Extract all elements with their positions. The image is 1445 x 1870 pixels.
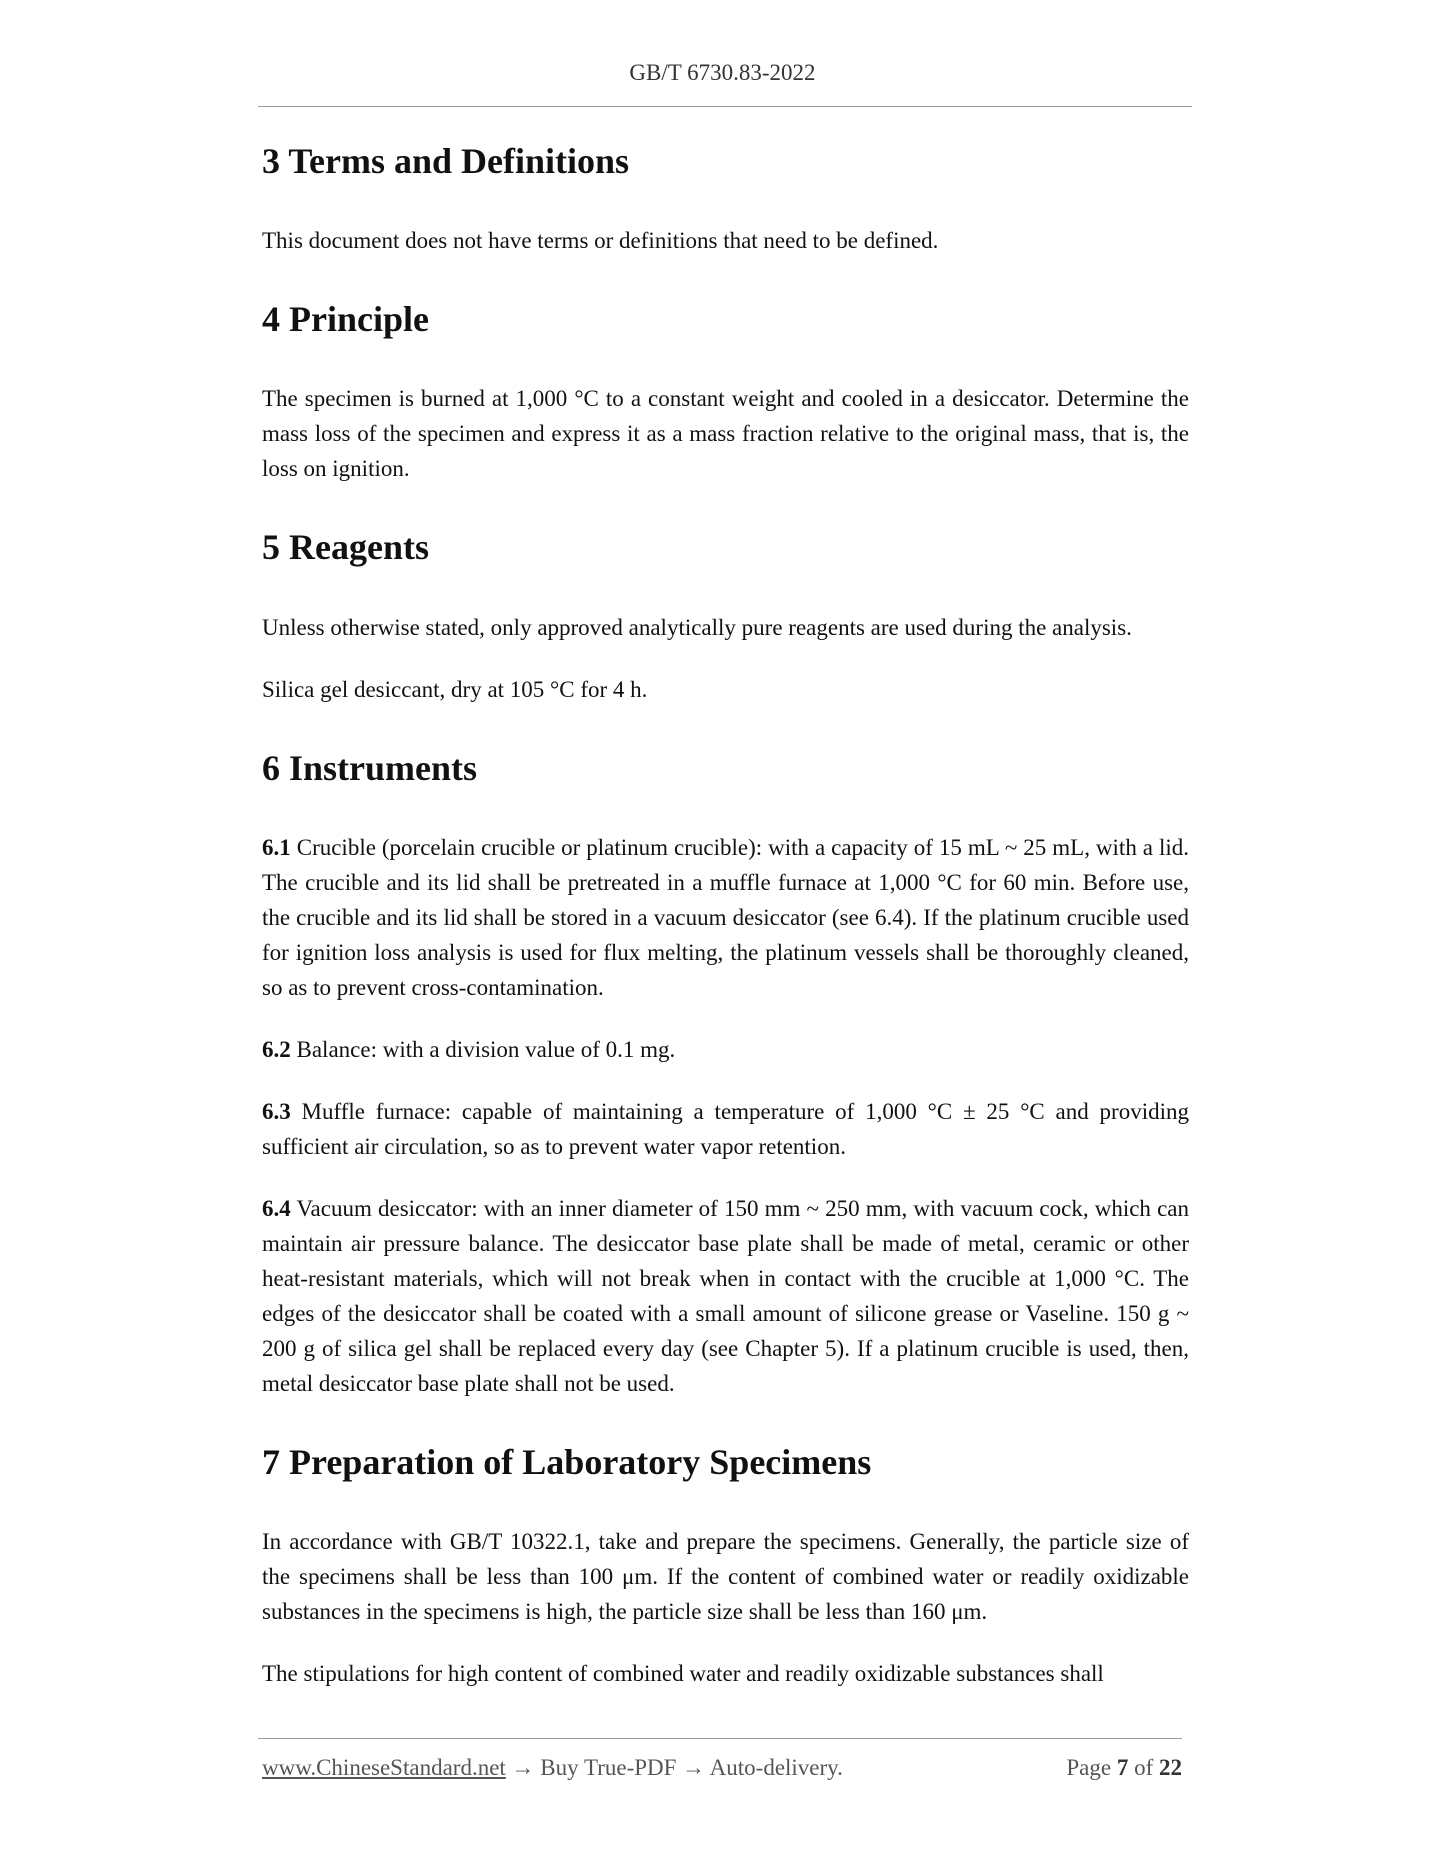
clause-text: Balance: with a division value of 0.1 mg. — [290, 1036, 676, 1062]
section-5-paragraph-1: Unless otherwise stated, only approved analytically pure reagents are used during the analysis. — [262, 614, 1132, 640]
clause-number: 6.3 — [262, 1098, 291, 1124]
clause-text: Crucible (porcelain crucible or platinum crucible): with a capacity of 15 mL ~ 25 mL, with a lid. The crucible and its lid shall be pretreated in a muffle furnace at 1,000 °C for 60 min. Before use, the crucible and its lid shall be stored in a vacuum desiccator (see 6.4). If the platinum crucible used for ignition loss analysis is used for flux melting, the platinum vessels shall be thoroughly cleaned, so as to prevent cross-contamination. — [262, 834, 1189, 1000]
page-label: Page — [1066, 1755, 1112, 1780]
page-total: 22 — [1159, 1755, 1182, 1780]
section-7-paragraph-1: In accordance with GB/T 10322.1, take and prepare the specimens. Generally, the particle size of the specimens shall be less than 100 μm. If the content of combined water or readily oxidizable substances in the specimens is high, the particle size shall be less than 160 μm. — [262, 1528, 1189, 1624]
footer-divider — [258, 1738, 1182, 1739]
section-3-heading: 3 Terms and Definitions — [262, 141, 630, 181]
section-7-heading: 7 Preparation of Laboratory Specimens — [262, 1441, 872, 1482]
clause-6-4 — [262, 1191, 1189, 1401]
section-7-paragraph-2: The stipulations for high content of combined water and readily oxidizable substances shall — [262, 1660, 1104, 1686]
section-5-heading: 5 Reagents — [262, 527, 429, 568]
website-link[interactable]: www.ChineseStandard.net — [262, 1755, 506, 1780]
clause-text: Muffle furnace: capable of maintaining a temperature of 1,000 °C ± 25 °C and providing sufficient air circulation, so as to prevent water vapor retention. — [262, 1098, 1189, 1159]
section-6-heading: 6 Instruments — [262, 747, 478, 788]
clause-number: 6.2 — [262, 1036, 291, 1062]
section-3-paragraph: This document does not have terms or definitions that need to be defined. — [262, 228, 939, 254]
clause-text: Vacuum desiccator: with an inner diameter of 150 mm ~ 250 mm, with vacuum cock, which can maintain air pressure balance. The desiccator base plate shall be made of metal, ceramic or other heat-resistant materials, which will not break when in contact with the crucible at 1,000 °C. The edges of the desiccator shall be coated with a small amount of silicone grease or Vaseline. 150 g ~ 200 g of silica gel shall be replaced every day (see Chapter 5). If a platinum crucible is used, then, metal desiccator base plate shall not be used. — [262, 1195, 1189, 1396]
clause-number: 6.4 — [262, 1195, 291, 1221]
clause-6-2 — [262, 1032, 1189, 1067]
section-5-paragraph-2: Silica gel desiccant, dry at 105 °C for 4 h. — [262, 676, 648, 702]
footer-tagline: → Buy True-PDF → Auto-delivery. — [505, 1755, 843, 1780]
page-number: 7 — [1116, 1755, 1129, 1780]
document-body — [262, 140, 1189, 1691]
section-4-heading: 4 Principle — [262, 299, 429, 340]
clause-6-3 — [262, 1094, 1189, 1164]
page-footer — [262, 1755, 1182, 1781]
header-divider — [258, 106, 1192, 107]
section-4-paragraph: The specimen is burned at 1,000 °C to a constant weight and cooled in a desiccator. Determine the mass loss of the specimen and express it as a mass fraction relative to the original mass, that is, the loss on ignition. — [262, 386, 1189, 482]
page-indicator — [1066, 1755, 1182, 1781]
of-label: of — [1134, 1755, 1154, 1780]
clause-6-1 — [262, 830, 1189, 1005]
page-header-title: GB/T 6730.83-2022 — [629, 60, 816, 85]
clause-number: 6.1 — [262, 834, 291, 860]
